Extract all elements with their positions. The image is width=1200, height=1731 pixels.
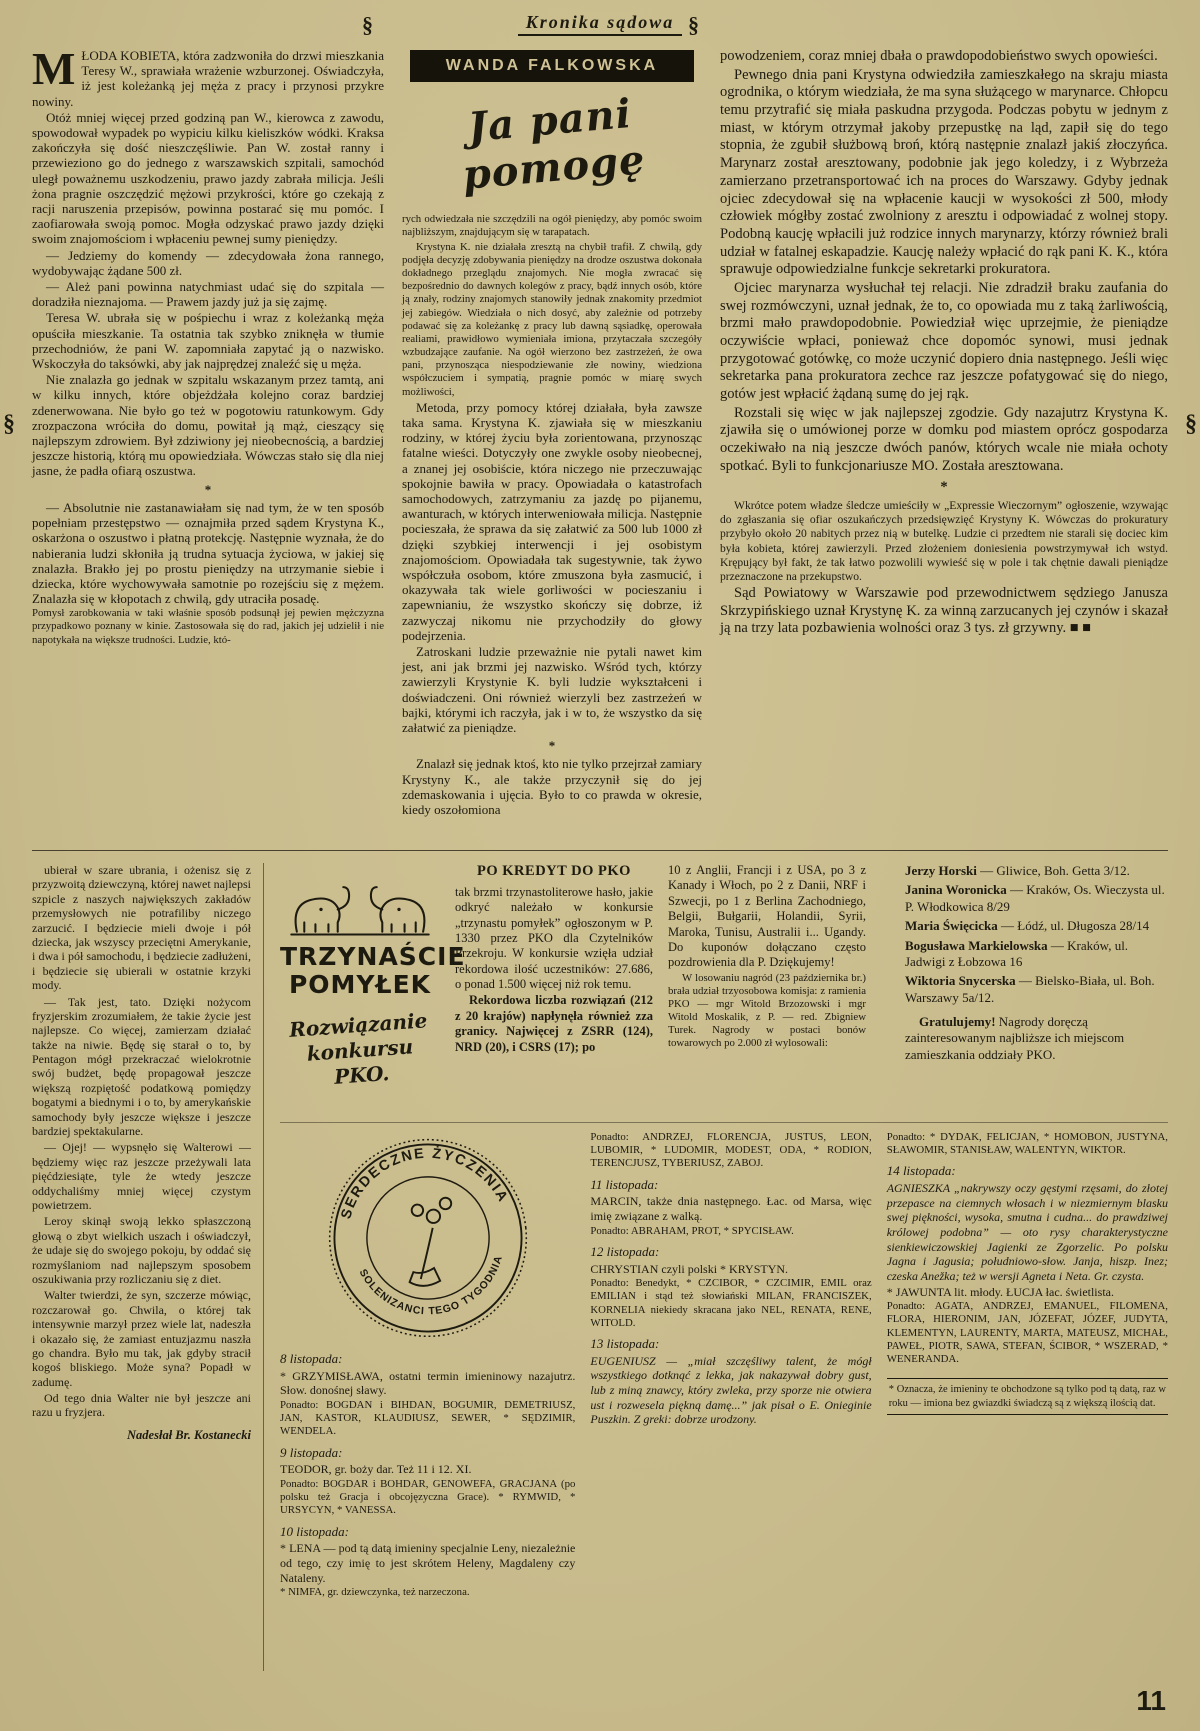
section-divider [32,850,1168,851]
paragraph: Ponadto: ABRAHAM, PROT, * SPYCISŁAW. [590,1224,794,1237]
paragraph: W losowaniu nagród (23 października br.) brała udział trzyosobowa komisja: z ramienia PKO — mgr Witold Brzozowski i mgr Witold Moskalik, z P. — red. Zbigniew Turek. Nagrody w postaci bonów towarowych po 2.000 zł wylosowali: [668,971,866,1050]
paragraph: 8 listopada: [280,1351,343,1366]
paragraph: * NIMFA, gr. dziewczynka, też narzeczona. [280,1586,470,1599]
paragraph: Wkrótce potem władze śledcze umieściły w „Expressie Wieczornym” ogłoszenie, wzywając do zgłaszania się ofiar oszukańczych przedsięwzięć Krystyny K. Wówczas do prokuratury przybyło około 20 nabitych przez nią w butelkę. Ludzie ci przedtem nie starali się dociec kim była kobieta, której zawierzyli. Przed złożeniem doniesienia powstrzymywał ich wstyd. Krępujący był fakt, że tak łatwo pozwolili wywieść się w pole i tak chętnie dawali pieniądze przeznaczone na przekupstwo. [720,499,1168,583]
paragraph: TEODOR, gr. boży dar. Też 11 i 12. XI. [280,1462,472,1477]
pko-contest-row [280,863,1168,1123]
paragraph-flow [590,1131,871,1427]
paragraph: tak brzmi trzynastoliterowe hasło, jakie odkryć należało w konkursie „trzynastu pomyłek” ogłoszonym w P. 1330 przez PKO dla Czytelników Przekroju. W konkursie wzięła udział rekordowa ilość uczestników: 27.686, o ponad 1.500 więcej niż rok temu. [455,884,653,992]
winner-name: Maria Święcicka [905,918,998,934]
byline: Nadesłał Br. Kostanecki [127,1427,251,1442]
paragraph-flow [32,110,384,647]
paragraph: Leroy skinął swoją lekko spłaszczoną głową o zbyt wielkich uszach i oświadczył, że udaje się do swojego pokoju, by oddać się rozmyślaniom nad najlepszym sposobem oszukiwania przy rozliczaniu się z diet. [32,1214,251,1286]
pko-winners-column [881,863,1168,1118]
paragraph: ubierał w szare ubrania, i ożenisz się z przyzwoitą dziewczyną, której nawet najlepsi szpicle z naszych największych zakładów przemysłowych nie potrafiliby niczego zarzucić. I będziecie mieli dwoje i pół dziecka, jak wszyscy przeciętni Amerykanie, i dwa i pół samochodu, i będziecie zadłużeni, i będziecie się ubierali w ostatnie krzyki mody. [32,863,251,993]
elephants-illustration [285,863,435,941]
paragraph: Teresa W. ubrała się w pośpiechu i wraz z koleżanką męża opuściła mieszkanie. Ta ostatnia tak szybko zniknęła w tłumie przechodniów, że pani W. zapomniała zapytać ją o nazwisko. Wskoczyła do taksówki, aby jak najprędzej znaleźć się u męża. [32,310,384,372]
paragraph-flow [887,1131,1168,1366]
paragraph: Znalazł się jednak ktoś, kto nie tylko przejrzał zamiary Krystyny K., ale także przyczynił się do jej zdemaskowania i ujęcia. Było to co prawda w okresie, kiedy oszołomiona [402,756,702,817]
paragraph: rych odwiedzała nie szczędzili na ogół pieniędzy, aby pomóc swoim najbliższym, znajdującym się w tarapatach. [402,213,702,239]
court-column-3 [720,48,1168,848]
paragraph: EUGENIUSZ — „miał szczęśliwy talent, że mógł wszystkiego dotknąć z lekka, jak nakazywał dobry gust, lub z miną znawcy, który zwleka, przy sporze nie otwiera ust i rozwesela piękną damę...” jak pisał o E. Onieginie Puszkin. Z greki: dobrze urodzony. [590,1353,872,1427]
winner-address: — Kraków, Os. Wieczysta ul. P. Włodkowica 8/29 [905,882,1165,914]
paragraph: 13 listopada: [590,1335,660,1351]
lead-text: ŁODA KOBIETA, która zadzwoniła do drzwi mieszkania Teresy W., sprawiała wrażenie wzburzonej. Oświadczyła, iż jest koleżanką jej męża z pracy i przynosi przykre nowiny. [32,48,384,109]
paragraph-flow [402,213,702,817]
name-days-section [280,1123,1168,1671]
wishes-stamp [280,1123,586,1358]
winner-item [905,938,1168,971]
lead-paragraph [32,43,384,109]
winner-name: Janina Woronicka [905,882,1007,898]
winner-item [905,863,1168,879]
paragraph: Ponadto: Benedykt, * CZCIBOR, * CZCIMIR, EMIL oraz EMILIAN i stąd też słowiański MILAN, FRANCISZEK, KORNELIA niekiedy skracana jako NEL, RENATA, RENE, WITOLD. [590,1277,872,1329]
paragraph: 9 listopada: [280,1444,343,1460]
winner-address: — Kraków, ul. Jadwigi z Łobzowa 16 [905,937,1129,969]
paragraph: * LENA — pod tą datą imieniny specjalnie Leny, niezależnie od tego, czy imię to jest skrótem Heleny, Magdaleny czy Nataleny. [280,1541,576,1585]
paragraph: Pewnego dnia pani Krystyna odwiedziła zamieszkałego na skraju miasta ogrodnika, o którym wiedziała, że ma syna służącego w marynarce. Chłopcu temu przytrafić się miała paskudna przygoda. Podczas pobytu w jednym z miast, w którym otrzymał jakoby przepustkę na ląd, zapił się do tego stopnia, że zgubił służbową broń, którą następnie znalazł jakiś złoczyńca. Marynarz został aresztowany, podobnie jak jego koledzy, i z Wybrzeża zamierzano przetransportować ich na proces do Warszawy. Gdyby jednak ojciec zdecydował się na wpłacenie kaucji w wysokości zł 500, młody człowiek mógłby zostać zwolniony z aresztu i odpowiadać z wolnej stopy. Podobną kaucję wpłacili już rodzice innych marynarzy, którzy również brali udział w fatalnej eskapadzie. Kaucję należy wpłacić do rąk pani K. K., która sprawuje odpowiedzialne funkcje sekretarki prokuratora. [720,66,1168,278]
paragraph: Pomysł zarobkowania w taki właśnie sposób podsunął jej pewien mężczyzna przypadkowo poznany w kinie. Zastosowała się do rad, jakich jej udzielił i nie napotykała na większe trudności. Ludzie, któ- [32,607,384,646]
paragraph: Rozstali się więc w jak najlepszej zgodzie. Gdy nazajutrz Krystyna K. zjawiła się o umówionej porze w domku pod miastem oprócz gospodarza oczekiwało na nią jeszcze dwóch panów, których wcale nie miała ochoty spotkać. Byli to funkcjonariusze MO. Została aresztowana. [720,404,1168,474]
pko-headline: PO KREDYT DO PKO [477,863,631,879]
margin-ornament-icon: § [3,411,15,437]
outro-text: Nagrody doręczą zainteresowanym najbliższe ich miejscom zamieszkania oddziały PKO. [905,1014,1125,1062]
paragraph: Rekordowa liczba rozwiązań (212 z 20 krajów) napłynęła również zza granicy. Najwięcej z ZSRR (124), NRD (20), i CSRS (17); po [455,993,653,1054]
paragraph: 10 listopada: [280,1523,349,1539]
winner-item [905,918,1168,934]
paragraph: 10 z Anglii, Francji i z USA, po 3 z Kanady i Włoch, po 2 z Danii, NRF i Szwecji, po 1 z Berlina Zachodniego, Belgii, Bułgarii, Holandii, Syrii, Maroka, Tunisu, Australii i... Ugandy. Do kuponów dołączano często pozdrowienia dla P. Dziękujemy! [668,863,866,970]
paragraph: Metoda, przy pomocy której działała, była zawsze taka sama. Krystyna K. zjawiała się w mieszkaniu rodziny, w której życiu była zorientowana, przynosząc fatalne wieści. Dotyczyły one zwykle osoby nieobecnej, a znanej jej osobiście, która niczego nie przeczuwając spokojnie bawiła w pracy. Opowiadała o katastrofach samochodowych, zatrzymaniu za jazdę po pijanemu, awanturach, w których interweniowała milicja. Następnie pocieszała, że sprawa da się załatwić za 500 lub 1000 zł dzięki szybkiej interwencji i jej osobistym znajomościom. Opowiadała tak sugestywnie, tak żywo współczuła osobom, które zmuszona była zasmucić, i okazywała tak wiele gorliwości w pocieszaniu i zapewnianiu, że wszystko skończy się dobrze, iż zazwyczaj nikomu nie przychodziły do głowy podejrzenia. [402,399,702,643]
winner-item [905,973,1168,1006]
contest-title-line1: TRZYNAŚCIE [280,942,466,971]
paragraph: Ponadto: BOGDAN i BIHDAN, BOGUMIR, DEMETRIUSZ, JAN, KASTOR, KLAUDIUSZ, SEWER, * SĘDZIMIR, WENDELA. [280,1399,576,1438]
author-name: WANDA FALKOWSKA [410,50,694,82]
drop-cap: M [32,43,76,94]
paragraph: MARCIN, także dnia następnego. Łac. od Marsa, więc imię związane z walką. [590,1194,872,1223]
paragraph: — Tak jest, tato. Dzięki nożycom fryzjerskim zrozumiałem, że takie życie jest najlepsze. Co więcej, zamierzam działać także na niwie. Będę się starał o to, by Pentagon mógł przekraczać wielokrotnie swój budżet, będę propagował jeszcze większą rozpiętość podatkową pomiędzy bogatymi a biednymi i o to, by amerykańskie samochody były jeszcze większe i jeszcze bardziej spektakularne. [32,994,251,1139]
paragraph: 11 listopada: [590,1176,659,1192]
paragraph: * [204,481,212,497]
paragraph: — Jedziemy do komendy — zdecydowała żona rannego, wydobywając żądane 500 zł. [32,247,384,278]
paragraph: 12 listopada: [590,1243,660,1259]
paragraph: AGNIESZKA „nakrywszy oczy gęstymi rzęsami, do złotej przepasce na ciemnych włosach i w niezmiernym blasku swej piękności, wysoka, smutna i cudna... do prawdziwej królowej podobna” — oto rysy charakterystyczne sienkiewiczowskiej Jagienki ze Zgorzelic. Po polsku Jagna i Jagusia; południowo-słow. Janja, hiszp. Inez; czeska Anežka; też w wersji Agneta i Neta. Gr. czysta. [886,1181,1168,1283]
court-column-1 [32,43,384,848]
paragraph: Sąd Powiatowy w Warszawie pod przewodnictwem sędziego Janusza Skrzypińskiego uznał Krystynę K. za winną zarzucanych jej czynów i skazał ją na trzy lata pozbawienia wolności oraz 3 tys. zł grzywny. ■ ■ [720,585,1168,637]
paragraph: * [548,738,556,754]
name-days-column-3 [887,1131,1168,1671]
paragraph: Ponadto: ANDRZEJ, FLORENCJA, JUSTUS, LEON, LUBOMIR, * LUDOMIR, MODEST, ODA, * RODION, TERENCJUSZ, TYBERIUSZ, ZABOJ. [590,1131,872,1170]
outro-lead: Gratulujemy! [919,1014,996,1029]
paragraph: Otóż mniej więcej przed godziną pan W., kierowca z zawodu, spowodował wypadek po wypiciu kilku kieliszków wódki. Kraksa zakończyła się dość nieszczęśliwie. Pan W. został ranny i przewieziono go do jednego z warszawskich szpitali, samochód uległ poważnemu uszkodzeniu, prawo jazdy zabrała milicja. Jeśli żona pragnie oszczędzić mężowi przykrości, które go czekają z racji naruszenia przepisów, powinna postarać się mu pomóc. I zaofiarowała swoją pomoc. Mogła odzyskać prawo jazdy dzięki swoim znajomościom i wpłaceniu pewnej sumy pieniędzy. [32,109,384,247]
paragraph-flow [668,863,866,1051]
paragraph: 14 listopada: [886,1163,956,1179]
paragraph: — Ależ pani powinna natychmiast udać się do szpitala — doradziła nieznajoma. — Prawem jazdy już ja się zajmę. [32,279,384,310]
humor-column [32,863,264,1671]
paragraph: Walter twierdzi, że syn, szczerze mówiąc, rozczarował go. Chwila, o której tak intensywnie marzył przez wiele lat, nadeszła i okazało się, że zamiast entuzjazmu naszła go chandra. Było mu tak, jak gdyby stracił kogoś bliskiego. Może syna? Popadł w zadumę. [32,1288,251,1389]
paragraph: powodzeniem, coraz mniej dbała o prawdopodobieństwo swych opowieści. [720,48,1158,64]
paragraph: Ojciec marynarza wysłuchał tej relacji. Nie zdradził braku zaufania do swej rozmówczyni, uznał jednak, że to, co opowiada mu z taką żarliwością, brzmi mało prawdopodobnie. Powiedział więc uprzejmie, że pieniądze oczywiście wpłaci, ponieważ chce dopomóc synowi, musi jednak przygotować gotówkę, co może uczynić dopiero dnia następnego. Jeśli więc sekretarka pana prokuratora zechce raz jeszcze pofatygować się do niego, gotów jest wpłacić żądaną sumę do jej rąk. [720,279,1168,403]
paragraph: CHRYSTIAN czyli polski * KRYSTYN. [590,1261,789,1276]
svg-text:SOLENIZANCI TEGO TYGODNIA: SOLENIZANCI TEGO TYGODNIA [356,1253,505,1318]
section-ornament-icon: § [688,12,699,37]
winner-address: — Gliwice, Boh. Getta 3/12. [980,863,1130,878]
pko-column-2 [668,863,866,1118]
winner-name: Bogusława Markielowska [905,937,1048,953]
bottom-right-area [280,863,1168,1671]
winner-address: — Łódź, ul. Długosza 28/14 [1001,918,1150,934]
winners-outro [905,1014,1168,1063]
wishes-stamp-illustration [312,1123,543,1353]
paragraph: Od tego dnia Walter nie był jeszcze ani razu u fryzjera. [32,1391,251,1420]
paragraph: — Ojej! — wypsnęło się Walterowi — będziemy więc raz jeszcze przeżywali lata pięćdziesiąte, tyle że wtedy jeszcze oddychaliśmy mniej więcej czystym powietrzem. [32,1140,251,1212]
svg-text:SERDECZNE ŻYCZENIA: SERDECZNE ŻYCZENIA [337,1145,511,1221]
pko-column-1 [455,863,653,1118]
paragraph: — Absolutnie nie zastanawiałam się nad tym, że w ten sposób popełniam przestępstwo — oznajmiła przed sądem Krystyna K., oskarżona o oszustwo i płatną protekcję. Następnie wyznała, że do nabierania ludzi skłoniła ją trudna sytuacja życiowa, w jakiej się znalazła. Brakło jej po prostu pieniędzy na utrzymanie siebie i dziecka, które wychowywała samotnie po rozejściu się z mężem. Znalazła się w kłopotach z chwilą, gdy utraciła posadę. [32,499,384,607]
asterisk-footnote: * Oznacza, że imieniny te obchodzone są tylko pod tą datą, raz w roku — imiona bez gwiazdki świadczą są z większą ilością dat. [887,1378,1168,1415]
paragraph-flow [280,1351,575,1600]
section-ornament-icon: § [362,12,373,37]
winner-address: — Bielsko-Biała, ul. Boh. Warszawy 5a/12. [905,973,1155,1005]
paragraph: * [940,478,948,495]
paragraph: Krystyna K. nie działała zresztą na chybił trafił. Z chwilą, gdy podjęła decyzję zdobywania pieniędzy na drodze oszustwa dokonała dokładnego przeglądu znajomych. Nie mogła zwracać się bezpośrednio do dawnych kolegów z pracy, bądź innych osób, które ją znały, rodziny znajomych stanowiły jednak znakomity przedmiot jej zabiegów. Wiedziała o nich dosyć, aby zależnie od potrzeby podawać się za koleżankę z pracy lub dawną sąsiadkę, operowała realiami, prawidłowo wymieniała imiona, przytaczała szczegóły wzbudzające zaufanie. Na ogół wierzono bez zastrzeżeń, że owa pani, przynosząca niespodziewanie złe nowiny, wiedziona współczuciem i sympatią, pragnie pomóc w miarę swych możliwości, [402,240,702,398]
page-number: 11 [1136,1685,1166,1716]
paragraph: Ponadto: AGATA, ANDRZEJ, EMANUEL, FILOMENA, FLORA, HIERONIM, JAN, JÓZEFAT, JÓZEF, JUDYTA, KLEMENTYN, LAURENTY, MARTA, MATEUSZ, MICHAŁ, PAWEŁ, PIOTR, SAWA, STEFAN, ŚCIBOR, * WSZERAD, * WENERANDA. [886,1300,1168,1365]
name-days-column-1 [280,1131,575,1671]
pko-contest-block [280,863,466,1118]
winner-name: Wiktoria Snycerska [905,973,1016,989]
paragraph: Ponadto: BOGDAR i BOHDAR, GENOWEFA, GRACJANA (po polsku też Gracja i obcojęzyczna Grace). * RYMWID, * URSYCYN, * VANESSA. [280,1478,576,1517]
paragraph-flow [32,863,251,1420]
court-article [0,42,1200,848]
article-title: Ja pani pomogę [460,89,648,199]
hand-flowers-drawing [401,1197,459,1287]
contest-title-line2: POMYŁEK [288,970,432,999]
paragraph: Zatroskani ludzie przeważnie nie pytali nawet kim jest, ani jak brzmi jej nazwisko. Wśród tych, którzy zawierzyli Krystynie K. byli ludzie wykształceni i doświadczeni. Oni również wierzyli bez zastrzeżeń w bajki, którymi ich raczyła, jak i w to, że wszystko da się załatwić za pieniądze. [402,643,702,735]
paragraph-flow [720,48,1168,638]
winner-item [905,882,1168,915]
paragraph: * JAWUNTA lit. młody. ŁUCJA łac. świetlista. [886,1284,1114,1299]
winner-name: Jerzy Horski [905,863,977,878]
bottom-section [0,855,1200,1671]
winners-list [905,863,1168,1006]
court-column-2 [402,48,702,848]
name-days-column-2 [590,1131,871,1671]
paragraph: * GRZYMISŁAWA, ostatni termin imieninowy nazajutrz. Słow. donośnej sławy. [280,1368,576,1398]
section-title: Kronika sądowa [518,12,683,36]
contest-caption: Rozwiązanie konkursu PKO. [288,1008,429,1089]
paragraph-flow [455,885,653,1055]
margin-ornament-icon: § [1185,411,1197,437]
masthead [0,0,1200,42]
paragraph: Ponadto: * DYDAK, FELICJAN, * HOMOBON, JUSTYNA, SŁAWOMIR, STANISŁAW, WALENTYN, WIKTOR. [886,1131,1168,1157]
paragraph: Nie znalazła go jednak w szpitalu wskazanym przez tamtą, ani w kilku innych, które objeżdżała kolejno coraz bardziej zdenerwowana. Nie było go też w pogotowiu ratunkowym. Gdy zrozpaczona wróciła do domu, powitał ją mąż, cieszący się najlepszym zdrowiem. Był zdziwiony jej nieobecnością, a bardziej jeszcze historią, którą mu opowiedziała. Wówczas stało się dla niej jasne, że padła ofiarą oszustwa. [32,372,384,479]
